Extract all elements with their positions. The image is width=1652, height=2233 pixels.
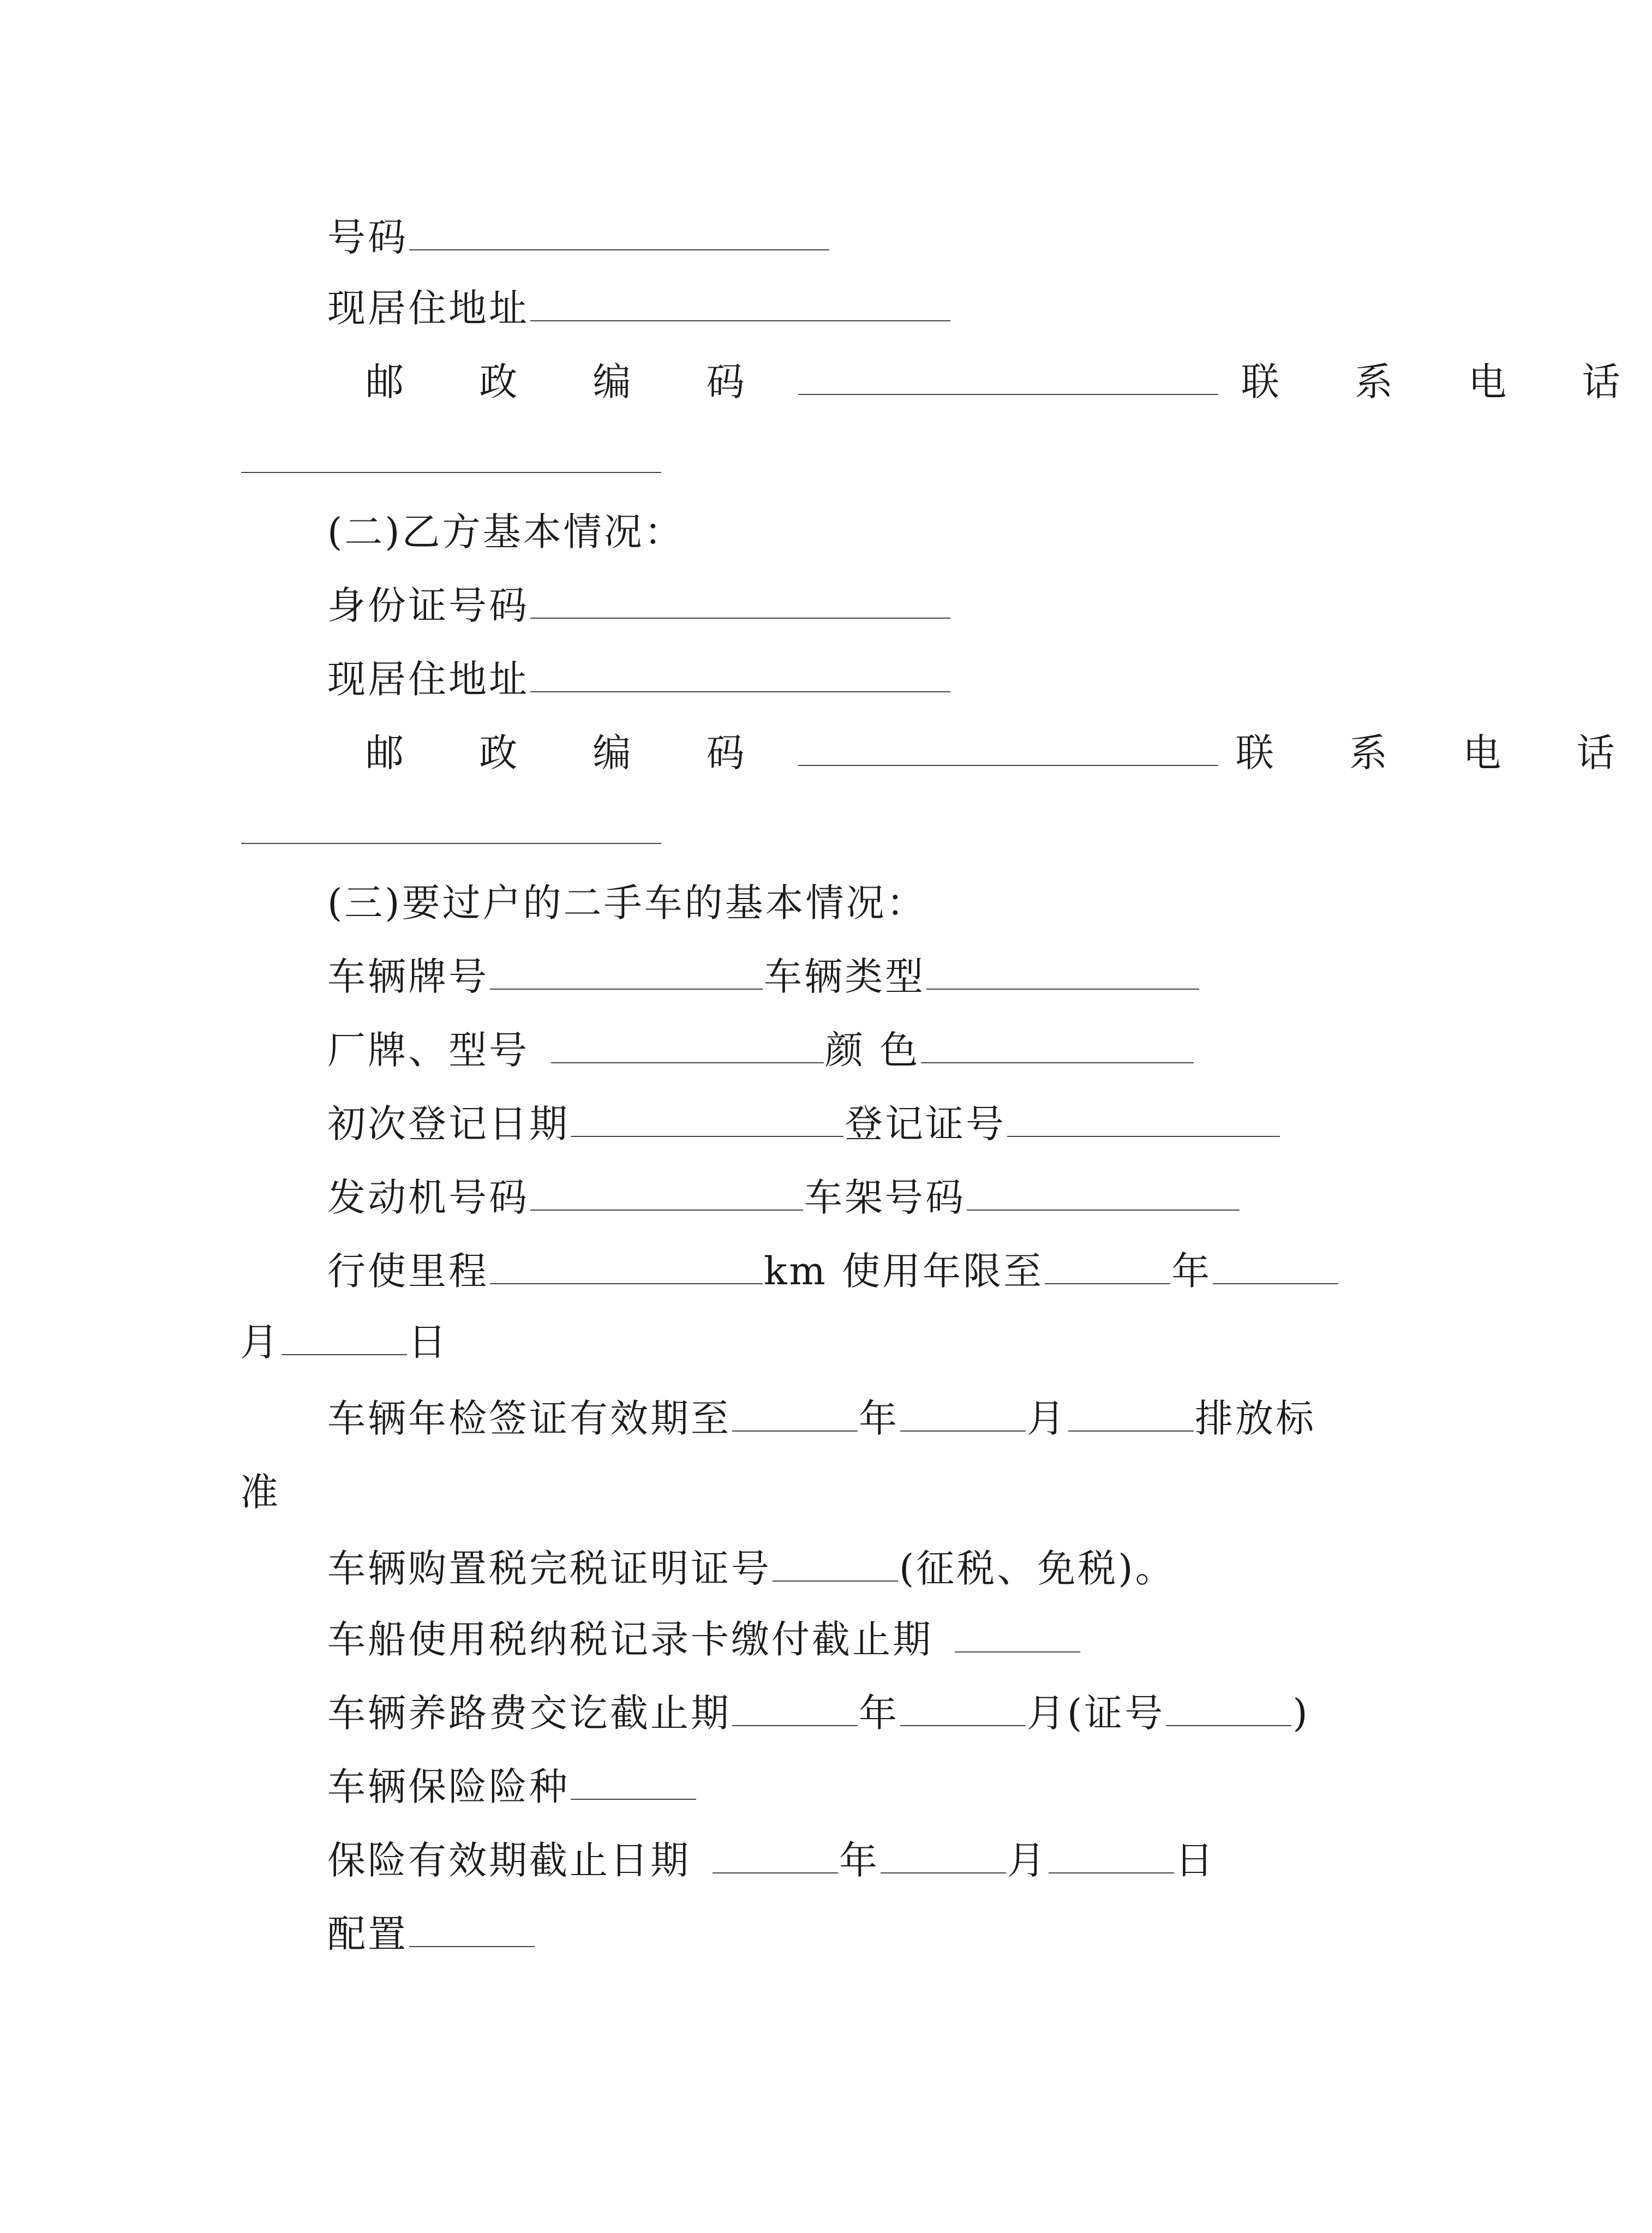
service-life-label: 使用年限至 bbox=[842, 1249, 1044, 1294]
first-reg-date-label: 初次登记日期 bbox=[327, 1101, 570, 1146]
party-a-postal-label: 邮 政 编 码 bbox=[366, 360, 776, 404]
insurance-year-label: 年 bbox=[839, 1838, 879, 1883]
brand-color-line bbox=[327, 1020, 1195, 1080]
road-fee-cert-blank[interactable] bbox=[1166, 1690, 1291, 1726]
party-b-postal-blank[interactable] bbox=[798, 730, 1218, 766]
tax-note: (征税、免税)。 bbox=[899, 1546, 1176, 1591]
road-fee-year-label: 年 bbox=[859, 1691, 899, 1735]
emission-label: 排放标 bbox=[1195, 1396, 1316, 1441]
party-b-id-line bbox=[327, 576, 951, 636]
frame-no-blank[interactable] bbox=[967, 1175, 1240, 1211]
registration-line bbox=[327, 1094, 1281, 1154]
party-a-postal-blank[interactable] bbox=[798, 359, 1218, 395]
engine-no-blank[interactable] bbox=[530, 1175, 803, 1211]
service-life-month-blank[interactable] bbox=[1213, 1248, 1338, 1284]
insurance-month-blank[interactable] bbox=[881, 1837, 1006, 1873]
plate-type-line bbox=[327, 947, 1200, 1007]
party-a-address-label: 现居住地址 bbox=[327, 286, 529, 331]
road-fee-line bbox=[327, 1683, 1310, 1743]
inspection-month-blank[interactable] bbox=[900, 1396, 1026, 1432]
inspection-line bbox=[327, 1388, 1316, 1448]
party-a-phone-blank[interactable] bbox=[241, 472, 661, 473]
purchase-tax-line bbox=[327, 1538, 1176, 1599]
party-b-heading: (二)乙方基本情况： bbox=[327, 510, 685, 554]
service-life-year-label: 年 bbox=[1171, 1249, 1212, 1294]
insurance-year-blank[interactable] bbox=[713, 1837, 838, 1873]
insurance-day-blank[interactable] bbox=[1049, 1837, 1174, 1873]
party-b-phone-blank[interactable] bbox=[241, 843, 661, 844]
mileage-blank[interactable] bbox=[490, 1248, 763, 1284]
insurance-type-blank[interactable] bbox=[571, 1764, 696, 1800]
type-blank[interactable] bbox=[926, 954, 1199, 990]
reg-cert-blank[interactable] bbox=[1007, 1101, 1280, 1137]
inspection-year-label: 年 bbox=[859, 1396, 899, 1441]
engine-no-label: 发动机号码 bbox=[327, 1175, 529, 1220]
inspection-day-blank[interactable] bbox=[1068, 1396, 1194, 1432]
engine-frame-line bbox=[327, 1168, 1241, 1228]
brand-model-blank[interactable] bbox=[551, 1027, 824, 1063]
brand-model-label: 厂牌、型号 bbox=[327, 1028, 529, 1073]
service-life-day-blank[interactable] bbox=[282, 1319, 407, 1355]
vehicle-heading: (三)要过户的二手车的基本情况： bbox=[327, 881, 927, 925]
color-label: 颜 色 bbox=[825, 1028, 920, 1073]
service-life-month-label: 月 bbox=[240, 1320, 280, 1364]
inspection-year-blank[interactable] bbox=[732, 1396, 858, 1432]
vessel-tax-blank[interactable] bbox=[955, 1617, 1080, 1653]
party-a-id-label: 号码 bbox=[327, 215, 408, 260]
party-a-phone-label: 联 系 电 话 bbox=[1241, 360, 1652, 404]
mileage-line bbox=[327, 1241, 1339, 1301]
road-fee-month-blank[interactable] bbox=[900, 1690, 1026, 1726]
reg-cert-label: 登记证号 bbox=[845, 1101, 1006, 1146]
party-a-id-blank[interactable] bbox=[409, 214, 829, 250]
inspection-label: 车辆年检签证有效期至 bbox=[327, 1396, 731, 1441]
insurance-expiry-label: 保险有效期截止日期 bbox=[327, 1838, 691, 1883]
service-life-day-label: 日 bbox=[408, 1320, 448, 1364]
party-b-id-blank[interactable] bbox=[530, 583, 950, 619]
km-unit: km bbox=[764, 1249, 828, 1294]
insurance-expiry-line bbox=[327, 1830, 1216, 1890]
emission-cont: 准 bbox=[240, 1470, 280, 1514]
color-blank[interactable] bbox=[921, 1027, 1194, 1063]
config-line bbox=[327, 1904, 536, 1964]
type-label: 车辆类型 bbox=[764, 954, 925, 999]
road-fee-cert-open: (证号 bbox=[1067, 1691, 1165, 1735]
party-b-postal-line bbox=[366, 723, 1647, 783]
vessel-tax-line bbox=[327, 1609, 1081, 1669]
mileage-label: 行使里程 bbox=[327, 1249, 489, 1294]
insurance-type-label: 车辆保险险种 bbox=[327, 1764, 570, 1809]
party-b-id-label: 身份证号码 bbox=[327, 583, 529, 628]
road-fee-month-label: 月 bbox=[1027, 1691, 1067, 1735]
party-b-postal-label: 邮 政 编 码 bbox=[366, 731, 776, 775]
party-a-id-line bbox=[327, 207, 830, 267]
road-fee-cert-close: ) bbox=[1292, 1691, 1310, 1735]
purchase-tax-label: 车辆购置税完税证明证号 bbox=[327, 1546, 771, 1591]
road-fee-year-blank[interactable] bbox=[732, 1690, 858, 1726]
party-b-address-line bbox=[327, 649, 951, 709]
party-a-address-line bbox=[327, 278, 951, 338]
insurance-type-line bbox=[327, 1757, 697, 1817]
insurance-day-label: 日 bbox=[1175, 1838, 1216, 1883]
plate-label: 车辆牌号 bbox=[327, 954, 489, 999]
insurance-month-label: 月 bbox=[1007, 1838, 1048, 1883]
party-b-phone-label: 联 系 电 话 bbox=[1235, 731, 1647, 775]
config-blank[interactable] bbox=[409, 1911, 535, 1947]
purchase-tax-blank[interactable] bbox=[773, 1546, 898, 1582]
service-life-cont-line bbox=[240, 1312, 448, 1372]
party-a-address-blank[interactable] bbox=[530, 285, 950, 321]
config-label: 配置 bbox=[327, 1912, 408, 1956]
party-b-address-label: 现居住地址 bbox=[327, 657, 529, 702]
first-reg-date-blank[interactable] bbox=[571, 1101, 843, 1137]
party-b-address-blank[interactable] bbox=[530, 656, 950, 692]
vessel-tax-label: 车船使用税纳税记录卡缴付截止期 bbox=[327, 1617, 933, 1662]
inspection-month-label: 月 bbox=[1027, 1396, 1067, 1441]
party-a-postal-line bbox=[366, 352, 1652, 412]
service-life-year-blank[interactable] bbox=[1045, 1248, 1170, 1284]
plate-blank[interactable] bbox=[490, 954, 763, 990]
frame-no-label: 车架号码 bbox=[804, 1175, 966, 1220]
road-fee-label: 车辆养路费交讫截止期 bbox=[327, 1691, 731, 1735]
